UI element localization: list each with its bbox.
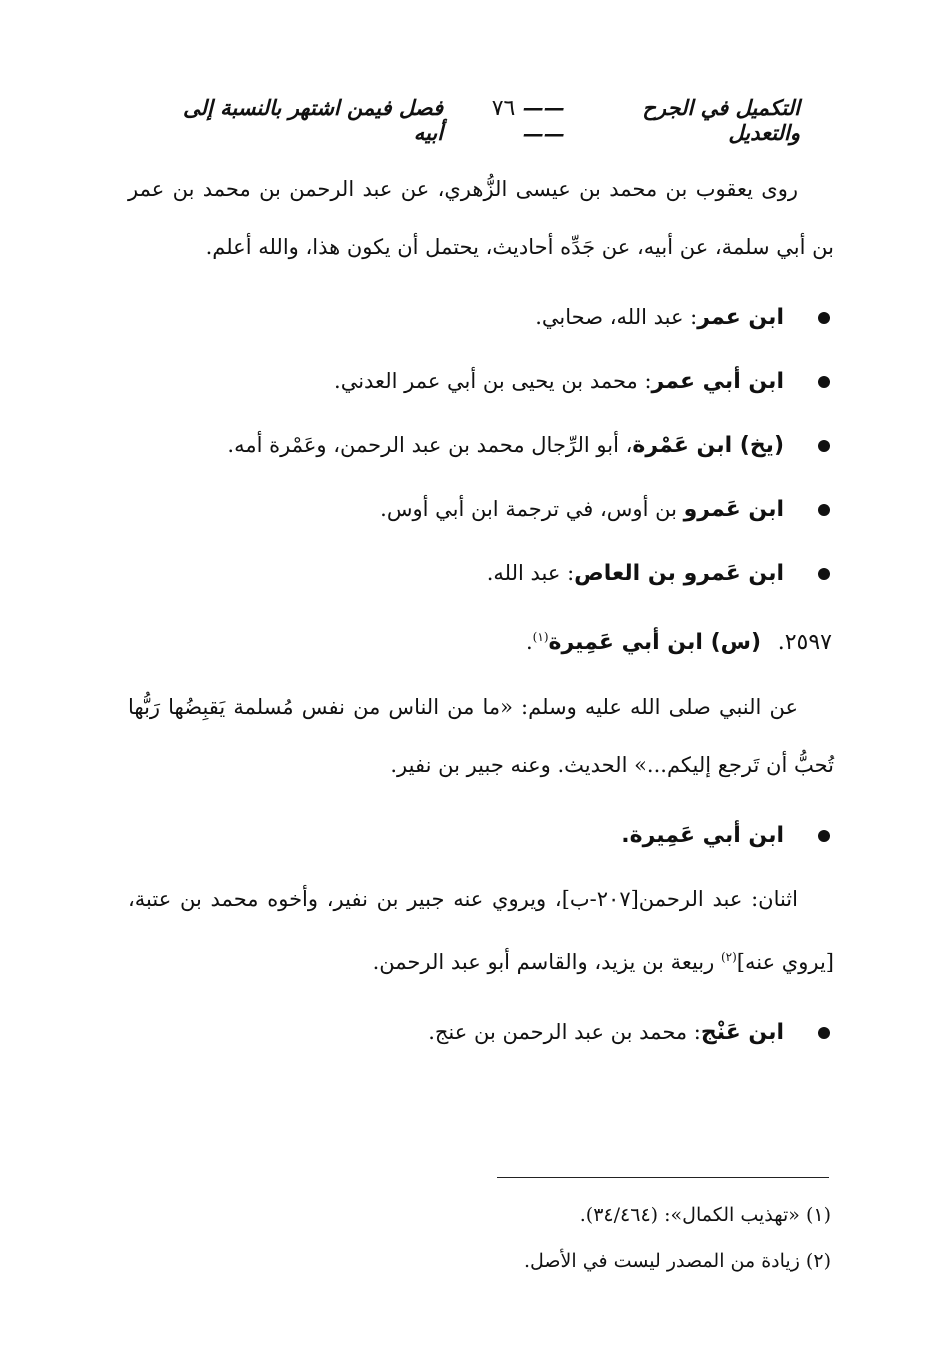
bullet-dot-icon	[818, 504, 830, 516]
footnote-ref[interactable]: (٢)	[720, 950, 737, 964]
bullet-item	[128, 544, 834, 608]
bullet-term: (يخ) ابن عَمْرة	[632, 433, 784, 458]
footnote-item: (١) «تهذيب الكمال»: (٣٤/٤٦٤).	[579, 1204, 831, 1226]
bullet-term: ابن أبي عَمِيرة.	[621, 823, 784, 848]
footnote-item: (٢) زيادة من المصدر ليست في الأصل.	[523, 1250, 831, 1272]
bullet-dot-icon	[818, 568, 830, 580]
running-header: التكميل في الجرح والتعديل —— ٧٦ —— فصل فيمن اشتهر بالنسبة إلى أبيه	[148, 100, 800, 140]
bullet-item	[128, 806, 834, 870]
bullet-dot-icon	[818, 376, 830, 388]
paragraph-text: اثنان: عبد الرحمن[٢٠٧-ب]، ويروي عنه جبير بن نفير، وأخوه محمد بن عتبة، [يروي عنه]	[128, 887, 834, 974]
paragraph-two-persons	[128, 870, 834, 991]
bullet-text: : محمد بن يحيى بن أبي عمر العدني.	[334, 369, 652, 393]
page-number: ٧٦	[491, 95, 516, 121]
bullet-term: ابن عَمرو	[683, 497, 784, 522]
intro-paragraph: روى يعقوب بن محمد بن عيسى الزُّهري، عن عبد الرحمن بن محمد بن عمر بن أبي سلمة، عن أبيه، عن جَدِّه أحاديث، يحتمل أن يكون هذا، والله أعلم.	[128, 177, 834, 259]
footnote-ref[interactable]: (١)	[532, 630, 549, 644]
bullet-dot-icon	[818, 830, 830, 842]
section-title: فصل فيمن اشتهر بالنسبة إلى أبيه	[183, 95, 444, 145]
footnotes	[128, 1192, 831, 1284]
bullet-item	[128, 416, 834, 480]
bullet-item	[128, 288, 834, 352]
entry-end: .	[525, 630, 533, 654]
bullet-text: : عبد الله.	[486, 561, 575, 585]
bullet-term: ابن عَنْج	[700, 1020, 784, 1045]
paragraph-text: ربيعة بن يزيد، والقاسم أبو عبد الرحمن.	[372, 950, 721, 974]
numbered-entry	[128, 608, 834, 678]
bullet-item	[128, 480, 834, 544]
page-content	[128, 160, 834, 1067]
footnote-divider	[497, 1177, 829, 1178]
bullet-term: ابن عَمرو بن العاص	[574, 561, 784, 586]
bullet-text: ، أبو الرِّجال محمد بن عبد الرحمن، وعَمْرة أمه.	[227, 433, 633, 457]
bullet-term: ابن أبي عمر	[651, 369, 784, 394]
bullet-dot-icon	[818, 1027, 830, 1039]
bullet-dot-icon	[818, 312, 830, 324]
bullet-term: ابن عمر	[697, 305, 784, 330]
bullet-dot-icon	[818, 440, 830, 452]
bullet-item	[128, 1003, 834, 1067]
bullet-text: : عبد الله، صحابي.	[535, 305, 698, 329]
bullet-item	[128, 352, 834, 416]
entry-term: (س) ابن أبي عَمِيرة	[548, 630, 762, 655]
bullet-text: بن أوس، في ترجمة ابن أبي أوس.	[380, 497, 684, 521]
entry-paragraph: عن النبي صلى الله عليه وسلم: «ما من الناس من نفس مُسلمة يَقبِضُها رَبُّها تُحبُّ أن تَرجع إليكم...» الحديث. وعنه جبير بن نفير.	[128, 695, 834, 777]
bullet-text: : محمد بن عبد الرحمن بن عنج.	[428, 1020, 701, 1044]
book-title: التكميل في الجرح والتعديل	[642, 95, 800, 145]
entry-number: ٢٥٩٧.	[777, 630, 832, 655]
